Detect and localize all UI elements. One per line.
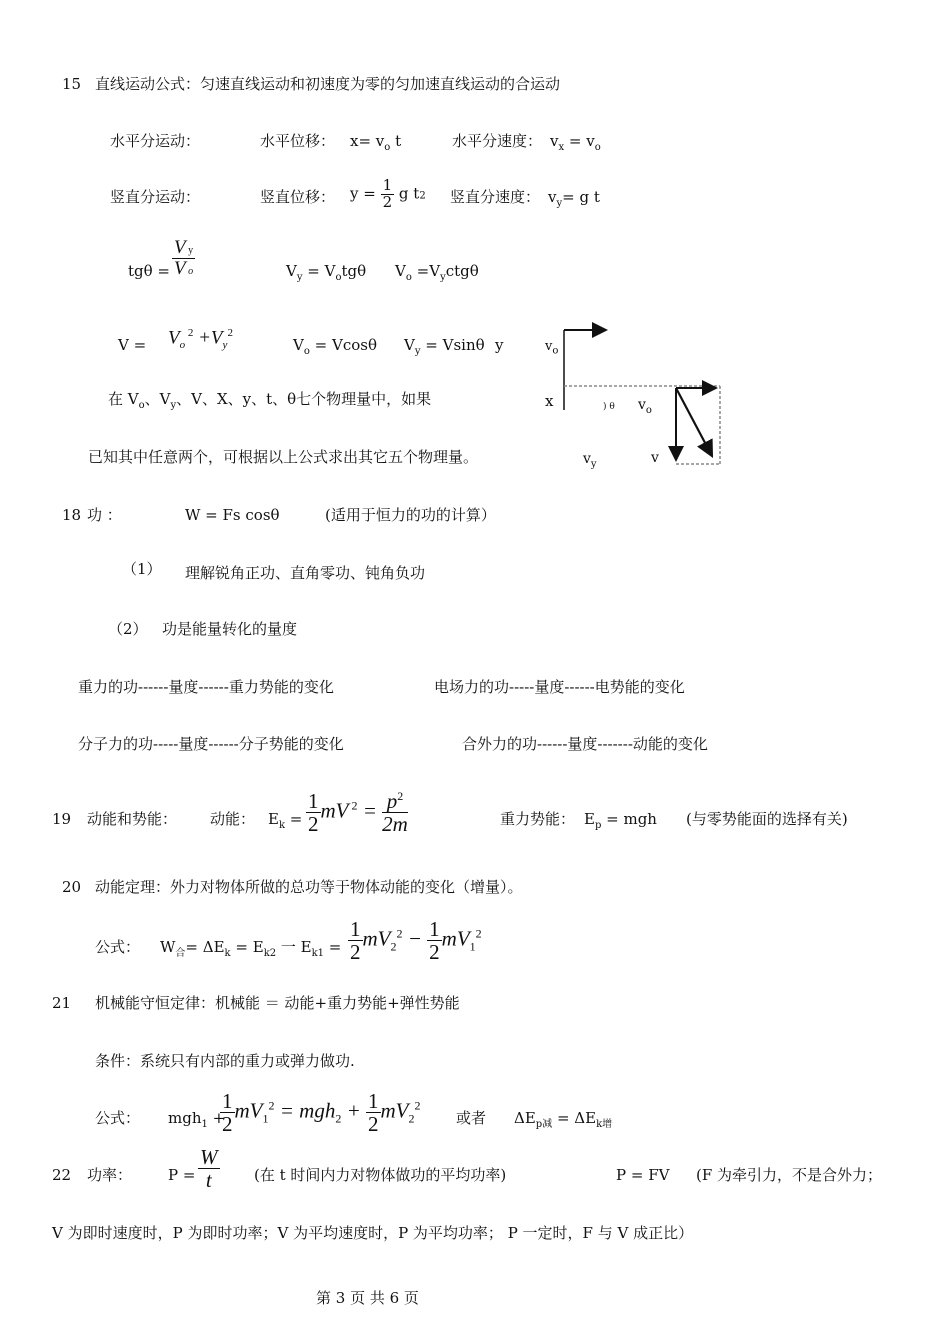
item-2-text: 功是能量转化的量度: [162, 620, 298, 638]
vertical-velocity-label: 竖直分速度：: [450, 188, 541, 206]
horizontal-velocity-formula: $v_x = v_o$: [550, 132, 601, 153]
work-energy-theorem-lhs: $W_合= \Delta E_k = E_{k2}$ 一 $E_{k1}$ =: [160, 938, 342, 959]
section-21-number: 21: [52, 994, 72, 1012]
vy-tan-formula: $V_y = V_otg\theta$: [286, 262, 367, 283]
work-energy-pair-4: 合外力的功------量度-------动能的变化: [462, 735, 708, 753]
diagram-label-x: x: [545, 392, 554, 410]
conservation-or: 或者: [456, 1109, 487, 1127]
seven-quantities-sentence: 在 $V_o$、$V_y$、V、X、y、t、θ七个物理量中，如果: [108, 390, 432, 411]
tan-theta-fraction: $\frac{\text{V y}}{\text{V o}}$: [174, 237, 194, 279]
section-20-formula-label: 公式：: [95, 938, 141, 956]
vo-ctg-formula: $V_o =V_yctg\theta$: [395, 262, 479, 283]
power-note-2: (F 为牵引力，不是合外力；: [696, 1166, 883, 1184]
item-1-number: （1）: [122, 560, 162, 578]
vertical-velocity-formula: $v_y= g$ t: [548, 188, 600, 209]
section-20-title: 动能定理：外力对物体所做的总功等于物体动能的变化（增量）。: [95, 878, 523, 896]
potential-energy-note: (与零势能面的选择有关): [686, 810, 848, 828]
vertical-displacement-label: 竖直位移：: [260, 188, 336, 206]
item-1-text: 理解锐角正功、直角零功、钝角负功: [185, 564, 426, 582]
diagram-label-v: v: [651, 450, 659, 466]
power-fv-formula: P = FV: [616, 1166, 670, 1184]
kinetic-energy-formula: $\frac{1}{2}$ mV $^2$ = $\frac{p^2}{2m}$: [308, 789, 408, 837]
section-22-number: 22: [52, 1166, 72, 1184]
section-19-title: 动能和势能：: [87, 810, 178, 828]
v-magnitude-lhs: V =: [118, 336, 147, 354]
work-formula-note: (适用于恒力的功的计算）: [325, 506, 496, 524]
work-formula: W = Fs cosθ: [185, 506, 280, 524]
work-energy-theorem-rhs: $\frac{1}{2}$ $mV_2^2$ − $\frac{1}{2}$ $mV_1^2$: [350, 917, 482, 965]
section-19-number: 19: [52, 810, 72, 828]
kinetic-energy-lhs: $E_k$ =: [268, 810, 303, 831]
section-18-title: 功 ：: [87, 506, 122, 524]
vertical-motion-label: 竖直分运动：: [110, 188, 201, 206]
section-15-title: 直线运动公式：匀速直线运动和初速度为零的匀加速直线运动的合运动: [95, 75, 561, 93]
section-21-formula-label: 公式：: [95, 1109, 141, 1127]
power-lhs: P =: [168, 1166, 196, 1184]
horizontal-displacement-label: 水平位移：: [260, 132, 336, 150]
vo-cos-formula: $V_o = Vcos\theta$: [293, 336, 377, 357]
diagram-label-vy: $v_y$: [583, 451, 597, 470]
conservation-formula: $\frac{1}{2}$ $mV_1^2 = mgh_2$ + $\frac{1}{2}$ $mV_2^2$: [222, 1089, 421, 1137]
conservation-alt-formula: $\Delta E_{p减} = \Delta E_{k增}$: [514, 1109, 613, 1130]
conservation-condition: 条件：系统只有内部的重力或弹力做功.: [95, 1052, 355, 1070]
potential-energy-label: 重力势能：: [500, 810, 576, 828]
work-energy-pair-1: 重力的功------量度------重力势能的变化: [78, 678, 334, 696]
section-18-number: 18: [62, 506, 82, 524]
section-21-title: 机械能守恒定律：机械能 ＝ 动能+重力势能+弹性势能: [95, 994, 460, 1012]
horizontal-velocity-label: 水平分速度：: [452, 132, 543, 150]
kinetic-energy-label: 动能：: [210, 810, 256, 828]
diagram-label-vo-point: $v_o$: [638, 397, 652, 416]
potential-energy-formula: $E_p$ = mgh: [584, 810, 657, 831]
page-footer: 第 3 页 共 6 页: [316, 1289, 419, 1307]
conservation-lhs: mgh$_1$ +: [168, 1109, 226, 1130]
item-2-number: （2）: [108, 620, 148, 638]
horizontal-motion-label: 水平分运动：: [110, 132, 201, 150]
work-energy-pair-2: 电场力的功-----量度------电势能的变化: [434, 678, 685, 696]
v-arrow: [676, 388, 712, 456]
section-15-number: 15: [62, 75, 82, 93]
diagram-label-theta: ) θ: [603, 402, 615, 412]
vertical-displacement-formula: y = $\frac{1}{2}$ g t2: [350, 176, 426, 211]
power-note-1: (在 t 时间内力对物体做功的平均功率): [254, 1166, 507, 1184]
section-20-number: 20: [62, 878, 82, 896]
diagram-label-y: y: [495, 336, 504, 354]
tan-theta-lhs: tgθ =: [128, 262, 170, 280]
solve-remaining-sentence: 已知其中任意两个，可根据以上公式求出其它五个物理量。: [88, 448, 479, 466]
section-22-title: 功率：: [87, 1166, 133, 1184]
power-fraction: $\frac{W}{t}$: [200, 1145, 218, 1193]
v-magnitude-formula: $V_o$ $^2 +V_y^2$: [168, 327, 233, 352]
projectile-vector-diagram: [540, 318, 740, 473]
power-explanation: V 为即时速度时，P 为即时功率；V 为平均速度时，P 为平均功率； P 一定时，F 与 V 成正比）: [52, 1224, 694, 1242]
horizontal-displacement-formula: $x= v_o$ t: [350, 132, 402, 153]
vy-sin-formula: $V_y = Vsin\theta$: [404, 336, 485, 357]
work-energy-pair-3: 分子力的功-----量度------分子势能的变化: [78, 735, 344, 753]
diagram-label-vo-top: $v_o$: [545, 339, 559, 357]
